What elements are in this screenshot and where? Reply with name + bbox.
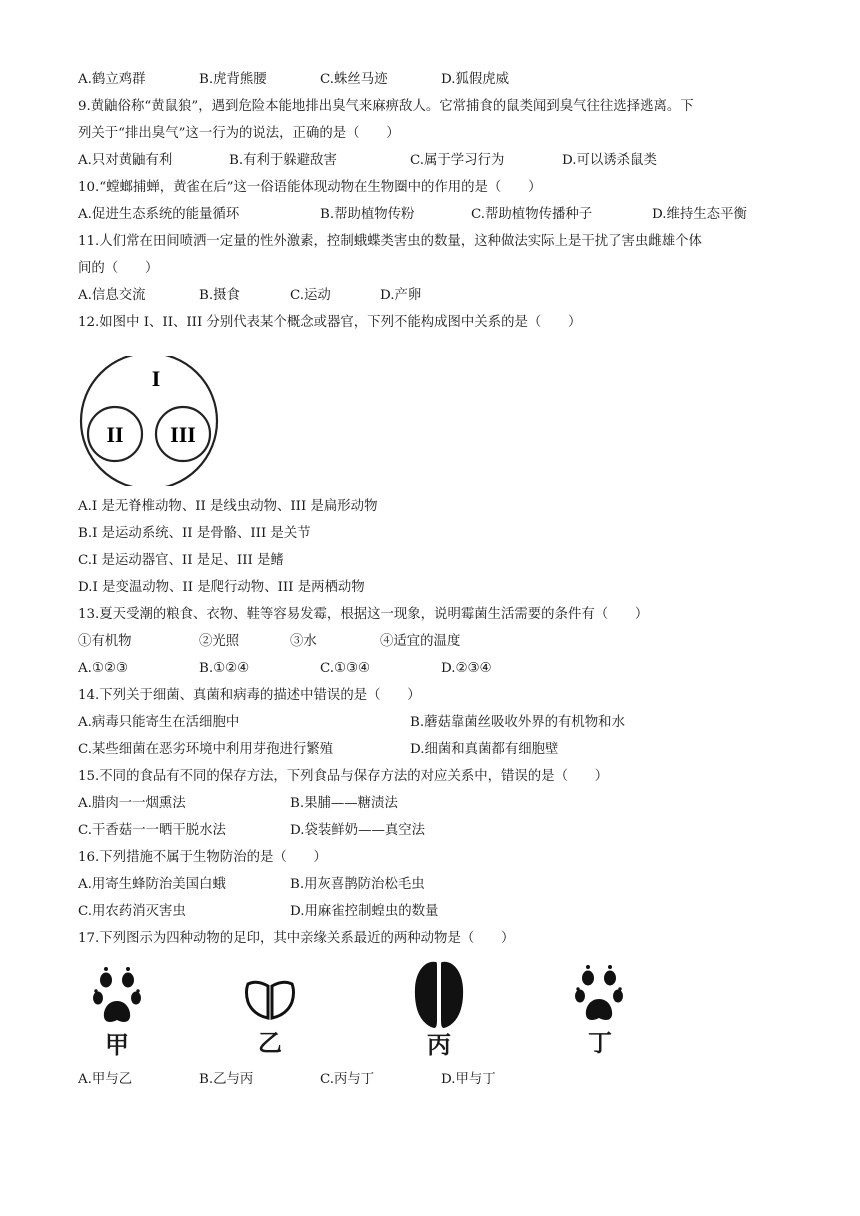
label-ii: II — [106, 422, 124, 447]
q8-option-c: C.蛛丝马迹 — [320, 72, 388, 87]
q17-option-b: B.乙与丙 — [199, 1072, 254, 1087]
q12-option-b: B.I 是运动系统、II 是骨骼、III 是关节 — [78, 526, 311, 541]
label-yi: 乙 — [258, 1029, 282, 1057]
label-bing: 丙 — [427, 1031, 451, 1059]
q13-option-c: C.①③④ — [320, 661, 371, 676]
q8-option-a: A.鹤立鸡群 — [78, 72, 146, 87]
label-ding: 丁 — [588, 1029, 612, 1057]
q11-stem-line2: 间的（ ） — [78, 261, 159, 276]
q15-option-a: A.腊肉一一烟熏法 — [78, 796, 186, 811]
q9-stem-line2: 列关于“排出臭气”这一行为的说法，正确的是（ ） — [78, 126, 400, 141]
circle-i — [81, 356, 217, 486]
q8-option-d: D.狐假虎威 — [441, 72, 510, 87]
q16-option-c: C.用农药消灭害虫 — [78, 904, 186, 919]
q12-option-a: A.I 是无脊椎动物、II 是线虫动物、III 是扁形动物 — [78, 499, 378, 514]
q15-stem: 15.不同的食品有不同的保存方法，下列食品与保存方法的对应关系中，错误的是（ ） — [78, 769, 609, 784]
q12-venn-diagram — [78, 356, 220, 486]
q15-option-b: B.果脯——糖渍法 — [290, 796, 398, 811]
q11-stem-line1: 11.人们常在田间喷洒一定量的性外激素，控制蛾蝶类害虫的数量，这种做法实际上是干扰了害虫雌雄个体 — [78, 234, 702, 249]
label-iii: III — [170, 422, 196, 447]
hoof-print-bing-icon — [412, 958, 466, 1030]
q16-option-d: D.用麻雀控制蝗虫的数量 — [290, 904, 439, 919]
q14-option-c: C.某些细菌在恶劣环境中利用芽孢进行繁殖 — [78, 742, 334, 757]
q9-option-a: A.只对黄鼬有利 — [78, 153, 173, 168]
q12-stem: 12.如图中 I、II、III 分别代表某个概念或器官，下列不能构成图中关系的是（ ） — [78, 315, 582, 330]
q9-option-c: C.属于学习行为 — [410, 153, 505, 168]
q9-option-d: D.可以诱杀鼠类 — [562, 153, 657, 168]
q13-condition-2: ②光照 — [199, 634, 240, 649]
q13-condition-1: ①有机物 — [78, 634, 132, 649]
paw-print-jia-icon — [92, 965, 142, 1027]
q17-option-a: A.甲与乙 — [78, 1072, 133, 1087]
q13-option-d: D.②③④ — [441, 661, 492, 676]
q9-option-b: B.有利于躲避敌害 — [229, 153, 337, 168]
q15-option-d: D.袋装鲜奶——真空法 — [290, 823, 426, 838]
q11-option-b: B.摄食 — [199, 288, 240, 303]
q16-option-b: B.用灰喜鹊防治松毛虫 — [290, 877, 425, 892]
q13-option-b: B.①②④ — [199, 661, 250, 676]
q8-option-b: B.虎背熊腰 — [199, 72, 267, 87]
q13-condition-4: ④适宜的温度 — [380, 634, 461, 649]
q12-option-c: C.I 是运动器官、II 是足、III 是鳍 — [78, 553, 284, 568]
q13-condition-3: ③水 — [290, 634, 317, 649]
hoof-print-yi-icon — [244, 980, 296, 1020]
label-i: I — [151, 366, 161, 391]
q17-option-c: C.丙与丁 — [320, 1072, 375, 1087]
q10-option-c: C.帮助植物传播种子 — [471, 207, 593, 222]
q16-option-a: A.用寄生蜂防治美国白蛾 — [78, 877, 226, 892]
q14-option-a: A.病毒只能寄生在活细胞中 — [78, 715, 240, 730]
q11-option-a: A.信息交流 — [78, 288, 146, 303]
q10-option-a: A.促进生态系统的能量循环 — [78, 207, 240, 222]
q13-stem: 13.夏天受潮的粮食、衣物、鞋等容易发霉，根据这一现象，说明霉菌生活需要的条件有（ ） — [78, 607, 649, 622]
q17-option-d: D.甲与丁 — [441, 1072, 496, 1087]
q17-stem: 17.下列图示为四种动物的足印，其中亲缘关系最近的两种动物是（ ） — [78, 931, 515, 946]
q9-stem-line1: 9.黄鼬俗称“黄鼠狼”，遇到危险本能地排出臭气来麻痹敌人。它常捕食的鼠类闻到臭气往往选择逃离。下 — [78, 99, 694, 114]
q12-option-d: D.I 是变温动物、II 是爬行动物、III 是两栖动物 — [78, 580, 365, 595]
q11-option-d: D.产卵 — [380, 288, 422, 303]
paw-print-ding-icon — [574, 963, 624, 1025]
q10-option-b: B.帮助植物传粉 — [320, 207, 415, 222]
q16-stem: 16.下列措施不属于生物防治的是（ ） — [78, 850, 327, 865]
q15-option-c: C.干香菇一一晒干脱水法 — [78, 823, 226, 838]
q14-option-d: D.细菌和真菌都有细胞壁 — [410, 742, 559, 757]
q10-option-d: D.维持生态平衡 — [652, 207, 747, 222]
q13-option-a: A.①②③ — [78, 661, 128, 676]
q14-option-b: B.蘑菇靠菌丝吸收外界的有机物和水 — [410, 715, 625, 730]
q10-stem: 10.“螳螂捕蝉，黄雀在后”这一俗语能体现动物在生物圈中的作用的是（ ） — [78, 180, 542, 195]
q14-stem: 14.下列关于细菌、真菌和病毒的描述中错误的是（ ） — [78, 688, 421, 703]
q11-option-c: C.运动 — [290, 288, 331, 303]
label-jia: 甲 — [105, 1031, 129, 1059]
